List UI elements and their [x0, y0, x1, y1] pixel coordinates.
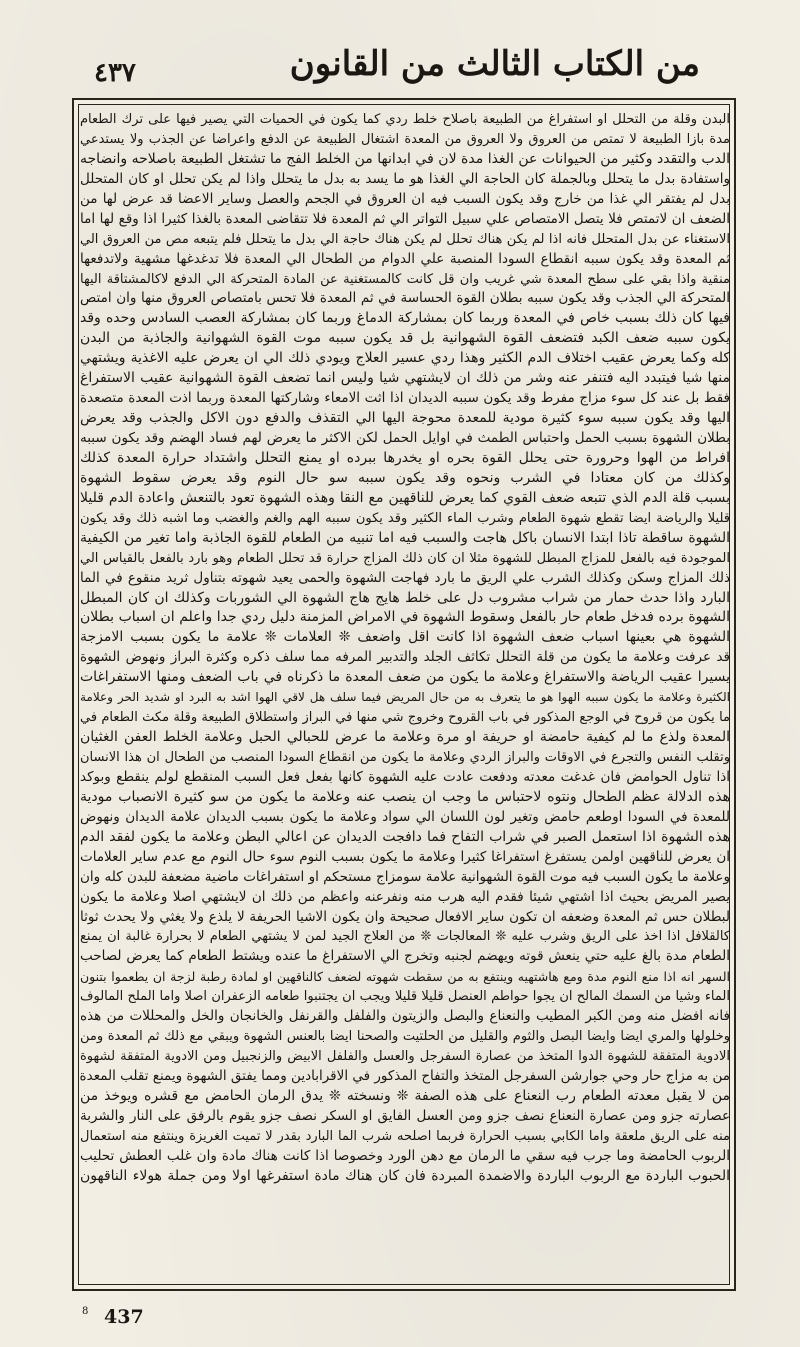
text-line: الاستغناء عن بدل المتحلل فانه اذا لم يكن هناك تحلل لم يكن هناك حاجة الي بدل ما يتحلل فلم يتبعه مص من العروق الي	[80, 231, 730, 247]
text-line: منها شيا فيتبدد اليه فتنفر عنه وشر من ذلك ان لايشتهي شيا وليس انما تضعف القوة الشهوانية عقيب الاستفراغ	[80, 370, 730, 387]
text-line: يسيرا عقيب الرياضة والاستفراغ وعلامة ما يكون من ضعف المعدة ما ذكرناه في باب الضعف ومنها الاستفراغات	[80, 669, 730, 686]
text-line: قد عرفت وعلامة ما يكون من قلة التحلل تكاثف الجلد والتدبير المرفه مما سلف ذكره وكثرة البراز ونهوض الشهوة	[80, 649, 730, 666]
footer-page-number: 437	[104, 1306, 144, 1328]
text-line: كله وكما يعرض عقيب اختلاف الدم الكثير وهذا ردي عسير العلاج ويودي ذلك الي ان يعرض عليه الاغذية ويشتهي	[80, 350, 730, 367]
text-line: بطلان الشهوة بسبب الحمل واحتباس الطمث في اوايل الحمل لكن الاكثر ما يعرض لهم فساد الهضم وقد يكون سببه	[80, 430, 730, 446]
text-line: الحبوب الباردة مع الربوب الباردة والاضمدة المبردة فان كان هناك مادة استفرغها اولا ومن جملة هولاء الناقهون	[80, 1167, 730, 1184]
text-line: هذه الشهوة اذا استعمل الصبر في شراب التفاح فما دافجت الديدان عن اعالي البطن وعلامة ما يكون لفقد الدم	[80, 828, 730, 845]
text-line: اليها وقد يكون سببه سوء كثيرة مودية للمعدة محوجة اليها الي التقذف والدفع دون الاكل والجذب وقد يعرض	[80, 410, 730, 427]
text-line: اذا تناول الحوامض فان غدغت معدته ودفعت عادت عليه الشهوة كانها بفعل فعل السبب المنقطع لولم ينقطع وبوكد	[80, 768, 730, 785]
text-line: فقط بل عند كل سوء مزاج مفرط وقد يكون سببه الديدان اذا اثت الامعاء وشاركتها المعدة وربما اذت المعدة متصعدة	[80, 390, 730, 407]
text-line: للمعدة في السودا اوطعم حامض وتغير لون اللسان الي سواد وعلامة ما يكون بسبب الديدان علامة الديدان ونهوض	[80, 808, 730, 825]
text-line: فانه افضل منه ومن الكبر المطيب والنعناع والبصل والزيتون والفلفل والقرنفل والخانجان والخل والمحللات من هذه	[80, 1008, 730, 1025]
text-line: البدن وقلة من التحلل او استفراغ من الطبيعة باصلاح خلط ردي كما يكون في الحميات التي يصير فيها على ترك الطعام	[80, 112, 730, 127]
text-line: لبطلان حس ثم المعدة وضعفه ان تكون ساير الافعال صحيحة وان يكون الاشيا الحريفة لا يلذع ولا يغثي ولا يحدث ثوثا	[80, 908, 730, 925]
running-title: من الكتاب الثالث من القانون	[289, 44, 700, 84]
text-line: البارد واذا حدث حمار من شراب مشروب دل على خلط هايج هاج الشهوة الي الشوربات وكذلك ان كان المبطل	[80, 589, 730, 606]
text-line: من به مزاج حار وحي جوارشن السفرجل المتخذ والتفاح المذكور في الاقرابادين ومما يفتق الشهوة ويمنع تقلب المعدة	[80, 1068, 730, 1084]
text-line: افراط من الهوا وحرورة حتى يحلل القوة بحره او يخدرها ببرده او يمنع التحلل واشتداد حرارة المعدة كذلك	[80, 449, 730, 466]
text-line: منقية واذا بقي على سطح المعدة شي غريب وان قل كانت كالمستغنية عن المادة المتحركة الي الدفع لاكالمشتاقة اليها	[80, 271, 730, 287]
text-line: بسبب قلة الدم الذي تتبعه ضعف القوي كما يعرض للناقهين مع النقا وهذه الشهوة تعود بالتنعش واعادة الدم قليلا	[80, 489, 730, 506]
text-line: منه على الريق ملعقة واما الكابي بسبب الحرارة فربما اصلحه شرب الما البارد بقدر لا تميت الغريزة وينتفع منه استعمال	[80, 1128, 730, 1144]
text-line: الدب والتقدد وكثير من الحيوانات عن الغذا مدة لان في ابدانها من الخلط الفج ما تشتغل الطبيعة باصلاحه وانضاجه	[80, 150, 730, 167]
text-line: وكذلك من كان معتادا في الشرب ونحوه وقد يكون سببه سو حال النوم وقد يعرض سقوط الشهوة	[80, 469, 730, 486]
text-line: يصير المريض بحيث اذا اشتهي شيئا فقدم اليه هرب منه ونفرعنه واعظم من ذلك ان لايشتهي اصلا وعلامة ما يكون	[80, 888, 730, 905]
text-line: ذلك المزاج وسكن وكذلك الشرب علي الريق ما بارد فهاجت الشهوة والحمى يعيد شهوته بتناول ثريد منقوع في الما	[80, 569, 730, 586]
text-line: فيها كان ذلك بسبب خاص في المعدة وربما كان بمشاركة الدماغ وربما كان بمشاركة العصب السادس وحده وقد	[80, 310, 730, 327]
text-line: يكون سببه ضعف الكبد فتضعف القوة الشهوانية بل قد يكون سببه موت القوة الشهوانية والجاذبة من البدن	[80, 330, 730, 347]
text-line: الضعف ان لاتمتص فلا يتصل الامتصاص علي سبيل التواتر الي ثم المعدة فلا تتقاضى المعدة بالغذا كثيرا اذا وقع لها اما	[80, 210, 730, 227]
text-line: الشهوة برده فدخل طعام حار بالفعل وسقوط الشهوة في الامراض المزمنة دليل ردي جدا واعلم ان اسباب بطلان	[80, 609, 730, 626]
text-line: المتحركة الي الجذب وقد يكون سببه بطلان القوة الحساسة في ثم المعدة فلا تحس بامتصاص العروق منها وان امتص	[80, 290, 730, 307]
text-line: عصارته جزو ومن عصارة النعناع نصف جزو ومن العسل الفايق او السكر نصف جزو يقوم بالرفق على النار والشربة	[80, 1107, 730, 1124]
text-line: الشهوة ساقطة تاذا ابتدا الانسان باكل هاجت والسبب فيه اما تنبيه من الطعام للقوة الجاذبة واما تغير من الكيفية	[80, 529, 730, 546]
text-line: المعدة ولذع ما لم كيفية حامضة او حريفة او مرة وعلامة ما عرض للحبالي الحبل وعلامة الخلط العفن الغثيان	[80, 729, 730, 746]
page-header	[70, 40, 740, 98]
text-line: ان يعرض للناقهين اولمن يستفرغ استفراغا كثيرا وعلامة ما يكون بسبب النوم سوء حال النوم مع عدم ساير العلامات	[80, 848, 730, 865]
text-line: مدة بازا الطبيعة لا تمتص من العروق ولا العروق من المعدة اشتغال الطبيعة عن الدفع واعراضا عن الجذب ولا يستدعي	[80, 131, 730, 147]
text-line: قليلا والرياضة ايضا تقطع شهوة الطعام وشرب الماء الكثير وقد يكون سببه الهم والغم والغضب وما اشبه ذلك وقد يكون	[80, 510, 730, 526]
text-line: وعلامة ما يكون السبب فيه موت القوة الشهوانية علامة سومزاج مستحكم او استفراغات ماضية مضعفة للبدن كله وان	[80, 868, 730, 885]
text-line: بدل لم يفتقر الي غذا من خارج وقد يكون السبب فيه ان العروق في الجحم والعصل وساير الاعضا قد عرض لها من	[80, 190, 730, 207]
text-line: الكثيرة وعلامة ما يكون سببه الهوا هو ما يتعرف به من حال المريض فيما سلف هل لاقي الهوا اشد به البرد او شديد الحر وعلامة	[80, 690, 730, 705]
text-line: الشهوة هي بعينها اسباب ضعف الشهوة اذا كانت اقل واضعف ❊ العلامات ❊ علامة ما يكون بسبب الامزجة	[80, 629, 730, 646]
text-body	[80, 110, 730, 1280]
text-line: ثم المعدة وقد يكون سببه انقطاع السودا المنصبة علي الدوام من الطحال الي المعدة فلا تدغدغها مشهية ولاتدفعها	[80, 250, 730, 267]
text-line: من لا يقبل معدته الطعام رب النعناع على هذه الصفة ❊ ونسخته ❊ يدق الرمان الحامض مع قشره ويوخذ من	[80, 1087, 730, 1104]
text-line: كالقلافل اذا اخذ على الريق وشرب عليه ❊ المعالجات ❊ من العلاج الجيد لمن لا يشتهي الطعام لا بحرارة غالبة ان يمنع	[80, 929, 730, 945]
text-line: ما يكون من قروح في الوجع المذكور في باب القروح وخروج شي منها في البراز واستطلاق الطبيعة وقلة مكث الطعام في	[80, 710, 730, 726]
text-line: الطعام مدة بالغ عليه حتي ينعش قوته ويهضم لجنبه وتخرج الي الاستفراغ ما عنده ويشتط الطعام كما يعرض لصاحب	[80, 948, 730, 965]
text-line: وتقلب النفس والتجرع في الاوقات والبراز الردي وعلامة ما يكون من انقطاع السودا المنصب من الطحال ان هذا الانسان	[80, 750, 730, 765]
text-line: وخلولها والمري ايضا وايضا البصل والثوم والقليل من الحلتيت والصحنا ايضا بالعنس الشهوة ويبقي مع ذلك ثم المعدة ومن	[80, 1029, 730, 1045]
text-line: هذه الدلالة عظم الطحال ونتوه لاحتباس ما وجب ان ينصب عنه وعلامة ما يكون من سو كثيرة الانصباب مودية	[80, 788, 730, 805]
text-line: الماء وشيا من السمك المالح ان يجوا حواطم العنصل قليلا قليلا ويجب ان يجتنبوا طعامه الزعفران اصلا واما الملح المالوف	[80, 989, 730, 1005]
header-page-number: ٤٣٧	[94, 58, 136, 88]
text-line: السهر انه اذا منع النوم مدة ومع هاشتهيه وينتفع به من سقطت شهوته لضعف كالناقهين او لمادة رطبة لزجة ان يطعموا بتنون	[80, 969, 730, 985]
text-line: الادوية المتفقة للشهوة الدوا المتخذ من عصارة السفرجل والعسل والفلفل الابيض والزنجبيل ومن الادوية المتفقة لشهوة	[80, 1049, 730, 1065]
text-line: واستفادة بدل ما يتحلل وبالجملة كان الحاجة الي الغذا هو ما يسد به بدل ما يتحلل واذا لم يكن تحلل او كان المتحلل	[80, 170, 730, 187]
text-line: الموجودة فيه بالفعل للمزاج المبطل للشهوة مثلا ان كان ذلك المزاج حرارة قد تحلل الطعام وهو بارد بالفعل بالقياس الي	[80, 550, 730, 566]
text-line: الربوب الحامضة وما جرب فيه سقي ما الرمان مع دهن الورد وخصوصا اذا كانت هناك مادة وان غلب العطش تحليب	[80, 1147, 730, 1164]
footer-mark: 8	[82, 1306, 89, 1317]
